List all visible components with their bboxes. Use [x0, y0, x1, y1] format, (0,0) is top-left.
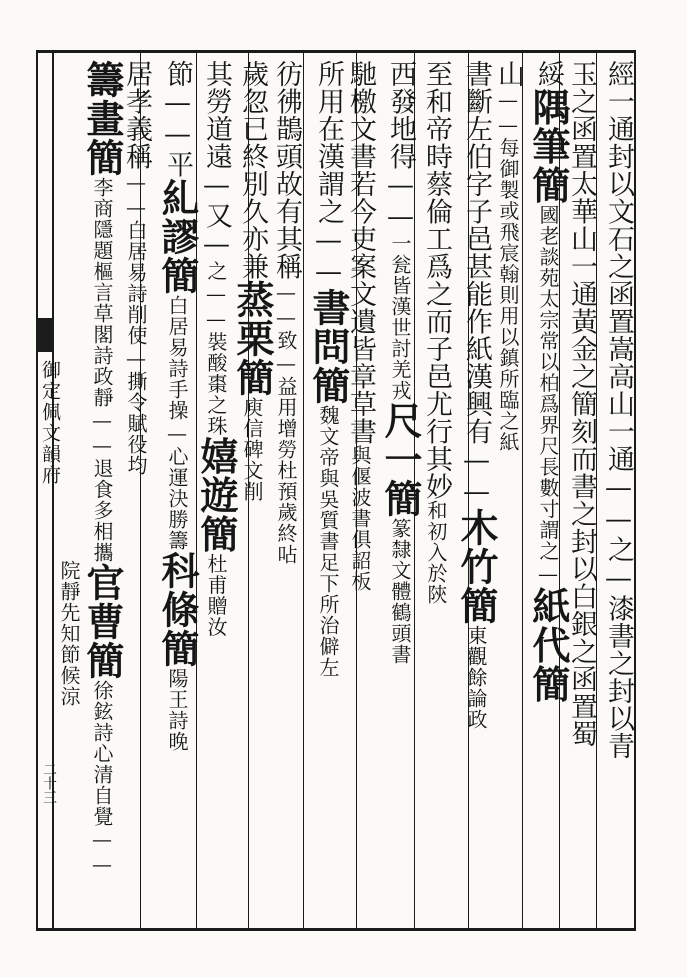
text-column — [306, 60, 350, 678]
annotation-text: 徐鉉詩心清自覺—— — [90, 680, 114, 877]
bottom-border — [36, 928, 636, 931]
text-column — [418, 60, 454, 605]
entry-heading: 科條簡 — [155, 551, 200, 668]
body-text: 書斷左伯字子邑甚能作紙漢興有—— — [461, 60, 492, 508]
body-text: 綏 — [533, 60, 564, 88]
entry-heading: 尺一簡 — [378, 401, 423, 518]
text-column — [56, 560, 82, 707]
annotation-text: 國老談苑太宗常以柏爲界尺長數寸謂之— — [536, 204, 560, 587]
body-text: 西發地得—— — [385, 60, 416, 233]
annotation-text: 杜甫贈汝 — [204, 553, 228, 638]
body-text: 山 — [493, 60, 524, 88]
body-text: 歲忽已終別久亦兼 — [237, 60, 268, 280]
body-text: 節——平 — [162, 60, 193, 178]
annotation-text: ——白居易詩削使—撕令賦役均 — [124, 170, 148, 476]
annotation-text: 一瓮皆漢世討羌戎 — [388, 233, 412, 401]
body-text: 玉之函置太華山一通黃金之簡刻而書之封以白銀之函置蜀 — [566, 60, 597, 748]
entry-heading: 紙代簡 — [526, 586, 571, 704]
annotation-text: 與偃波書俱詔板 — [348, 445, 372, 592]
annotation-text: 院靜先知節候涼 — [57, 560, 81, 707]
entry-heading: 官曹簡 — [80, 563, 125, 680]
annotation-text: 篆隸文體鶴頭書 — [388, 518, 412, 665]
body-text: 其勞道遠—又— — [201, 60, 232, 261]
annotation-text: ——每御製或飛宸翰則用以鎮所臨之紙 — [496, 87, 520, 453]
entry-heading: 隅筆簡 — [526, 87, 571, 205]
body-text: 彷彿鵲頭故有其稱 — [271, 60, 302, 280]
body-text: 至和帝時蔡倫工爲之而子邑尤行其妙 — [421, 60, 452, 500]
text-column — [378, 60, 422, 665]
text-column — [526, 60, 570, 704]
text-column — [155, 60, 199, 752]
annotation-text: 庾信碑文削 — [240, 397, 264, 502]
entry-heading: 蒸栗簡 — [230, 280, 275, 397]
outer-left-border — [36, 50, 38, 931]
body-text: 馳檄文書若今吏案文遺皆章草書 — [345, 60, 376, 445]
annotation-text: 李商隱題樞言草閣詩政靜——退食多相攜 — [90, 177, 114, 563]
top-border — [36, 50, 636, 53]
entry-heading: 木竹簡 — [454, 508, 499, 625]
text-column — [454, 60, 498, 730]
body-text: 所用在漢謂之—— — [313, 60, 344, 288]
entry-heading: 嬉遊簡 — [194, 436, 239, 554]
body-text: 居孝義稱 — [121, 60, 152, 170]
page-number: 二十三 — [41, 762, 57, 804]
entry-heading: 籌畫簡 — [80, 60, 125, 177]
entry-heading: 糺謬簡 — [155, 178, 200, 295]
annotation-text: 魏文帝與吳質書足下所治僻左 — [316, 405, 340, 678]
annotation-text: 之——裝酸棗之珠 — [204, 260, 228, 437]
text-column — [600, 60, 636, 760]
annotation-text: 東觀餘論政 — [464, 625, 488, 730]
text-column — [194, 60, 238, 638]
body-text: 經一通封以文石之函置嵩高山一通——之—漆書之封以青 — [603, 60, 634, 760]
entry-heading: 書問簡 — [306, 288, 351, 405]
gutter-black-mark — [36, 318, 54, 352]
annotation-text: ——致—益用增勞杜預歲終呫 — [274, 280, 298, 565]
annotation-text: 白居易詩手操—心運決勝籌 — [165, 295, 189, 551]
annotation-text: 和初入於陝 — [424, 500, 448, 605]
text-column — [80, 60, 124, 877]
book-title: 御定佩文韻府 — [39, 360, 61, 486]
annotation-text: 陽王詩晚 — [165, 668, 189, 752]
